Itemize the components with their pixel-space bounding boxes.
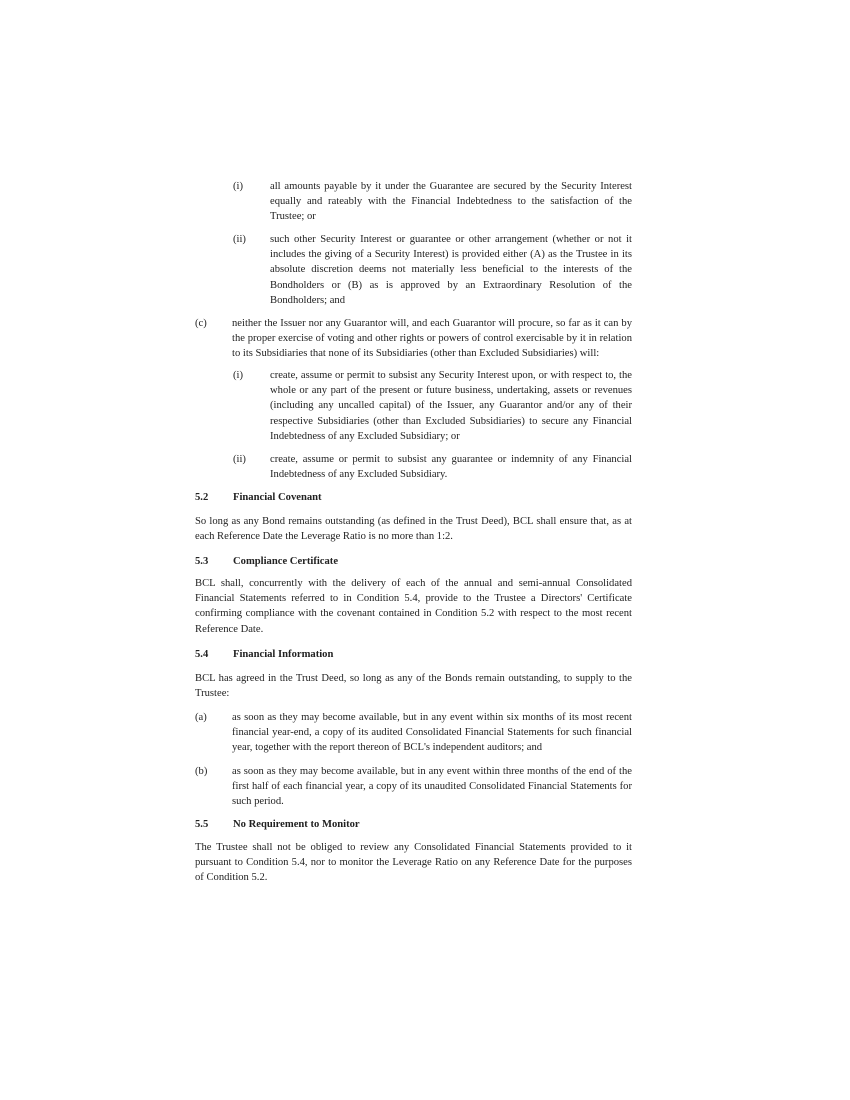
paragraph-c-i: create, assume or permit to subsist any Security Interest upon, or with respect to, the whole or any part of the present or future business, undertaking, assets or revenues (including any uncalled capital) of the Issuer, any Guarantor and/or any of their respective Subsidiaries (other than Excluded Subsidiaries) to secure any Financial Indebtedness of any Excluded Subsidiary; or	[270, 370, 632, 442]
section-heading-5-3	[195, 554, 338, 569]
paragraph-5-4: BCL has agreed in the Trust Deed, so long as any of the Bonds remain outstanding, to supply to the Trustee:	[195, 673, 632, 700]
section-number: 5.2	[195, 492, 209, 503]
section-heading-5-5	[195, 817, 360, 832]
item-label: (ii)	[233, 234, 246, 245]
paragraph-c-ii: create, assume or permit to subsist any guarantee or indemnity of any Financial Indebtedness of any Excluded Subsidiary.	[270, 454, 632, 481]
item-label: (i)	[233, 181, 243, 192]
section-title: Compliance Certificate	[233, 556, 339, 567]
section-title: Financial Covenant	[233, 492, 322, 503]
section-heading-5-2	[195, 490, 322, 505]
paragraph-5-5: The Trustee shall not be obliged to review any Consolidated Financial Statements provided to it pursuant to Condition 5.4, nor to monitor the Leverage Ratio on any Reference Date for the purposes of Condition 5.2.	[195, 842, 632, 884]
paragraph-5-4-b: as soon as they may become available, but in any event within three months of the end of the first half of each financial year, a copy of its unaudited Consolidated Financial Statements for such period.	[232, 766, 632, 808]
paragraph-5-4-a: as soon as they may become available, but in any event within six months of its most recent financial year-end, a copy of its audited Consolidated Financial Statements for such financial year, together with the report thereon of BCL's independent auditors; and	[232, 712, 632, 754]
item-label: (ii)	[233, 454, 246, 465]
paragraph-5-3: BCL shall, concurrently with the delivery of each of the annual and semi-annual Consolidated Financial Statements referred to in Condition 5.4, provide to the Trustee a Directors' Certificate confirming compliance with the covenant contained in Condition 5.2 with respect to the most recent Reference Date.	[195, 578, 632, 635]
section-heading-5-4	[195, 647, 333, 662]
section-number: 5.5	[195, 819, 209, 830]
item-label: (c)	[195, 318, 207, 329]
paragraph-5-2: So long as any Bond remains outstanding (as defined in the Trust Deed), BCL shall ensure that, as at each Reference Date the Leverage Ratio is no more than 1:2.	[195, 516, 632, 543]
section-number: 5.4	[195, 649, 209, 660]
section-title: Financial Information	[233, 649, 334, 660]
paragraph-c: neither the Issuer nor any Guarantor will, and each Guarantor will procure, so far as it can by the proper exercise of voting and other rights or powers of control exercisable by it in relation to its Subsidiaries that none of its Subsidiaries (other than Excluded Subsidiaries) will:	[232, 318, 632, 360]
item-label: (b)	[195, 766, 208, 777]
section-title: No Requirement to Monitor	[233, 819, 360, 830]
section-number: 5.3	[195, 556, 209, 567]
item-label: (a)	[195, 712, 207, 723]
item-label: (i)	[233, 370, 243, 381]
paragraph-b-i: all amounts payable by it under the Guarantee are secured by the Security Interest equally and rateably with the Financial Indebtedness to the satisfaction of the Trustee; or	[270, 181, 632, 223]
paragraph-b-ii: such other Security Interest or guarantee or other arrangement (whether or not it includes the giving of a Security Interest) is provided either (A) as the Trustee in its absolute discretion deems not materially less beneficial to the interests of the Bondholders or (B) as is approved by an Extraordinary Resolution of the Bondholders; and	[270, 234, 632, 306]
